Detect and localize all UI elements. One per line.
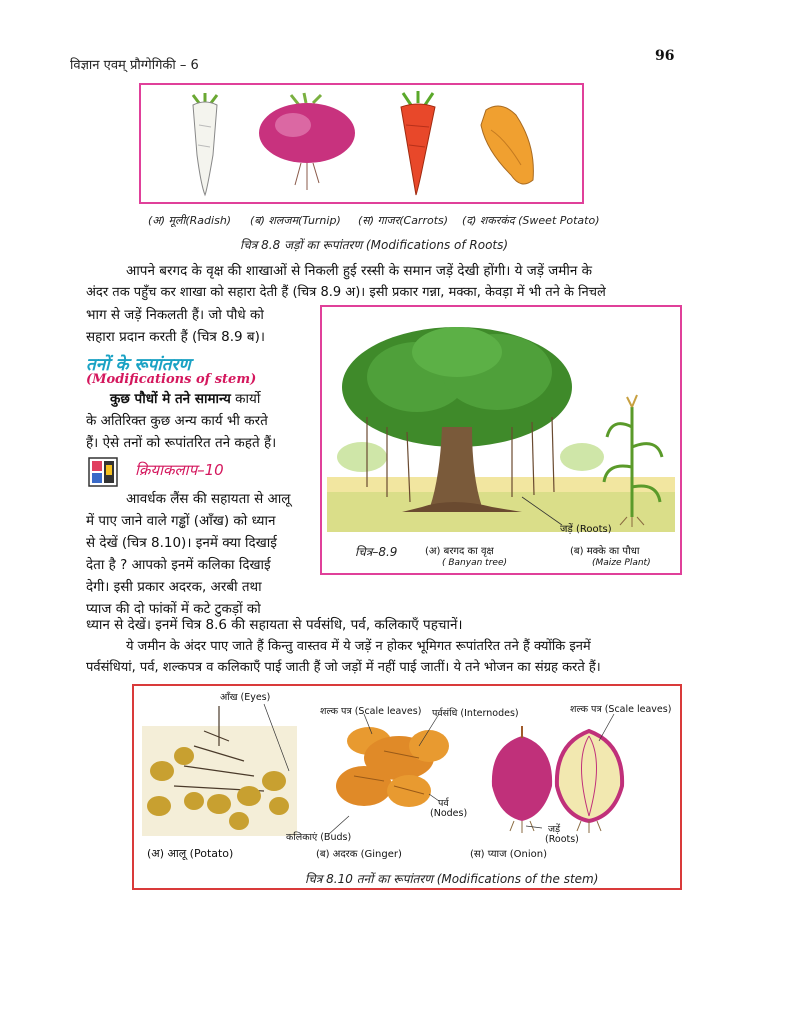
activity-title: क्रियाकलाप–10	[135, 461, 224, 479]
caption-carrot: (स) गाजर(Carrots)	[358, 214, 449, 227]
roots-illustration	[141, 85, 582, 202]
fig89-label: चित्र–8.9	[355, 545, 398, 559]
caption-radish: (अ) मूली(Radish)	[148, 214, 232, 227]
fig810-nodes-hindi: पर्व	[438, 798, 449, 809]
fig89-roots-label: जड़ें (Roots)	[560, 524, 612, 535]
figure-8-9-frame	[320, 305, 682, 575]
section-heading-english: (Modifications of stem)	[86, 372, 257, 387]
activity-line7: ध्यान से देखें। इनमें चित्र 8.6 की सहायता से पर्वसंधि, पर्व, कलिकाएँ पहचानें।	[86, 617, 463, 633]
activity-line5: देगी। इसी प्रकार अदरक, अरबी तथा	[86, 579, 262, 595]
radish-image	[193, 93, 217, 195]
fig810-roots-hindi: जड़ें	[548, 824, 561, 835]
fig810-ginger-caption: (ब) अदरक (Ginger)	[316, 849, 402, 860]
figure-8-10-title: चित्र 8.10 तनों का रूपांतरण (Modifications of the stem)	[305, 872, 599, 886]
para1-line1: आपने बरगद के वृक्ष की शाखाओं से निकली हुई रस्सी के समान जड़ें देखी होंगी। ये जड़ें जमीन के	[126, 263, 592, 279]
section-line1-rest: कार्यो	[230, 391, 261, 407]
para1-line2: अंदर तक पहुँच कर शाखा को सहारा देती हैं (चित्र 8.9 अ)। इसी प्रकार गन्ना, मक्का, केवड़ा में भी तने के निचले	[86, 285, 606, 300]
para2-line1: ये जमीन के अंदर पाए जाते हैं किन्तु वास्तव में ये जड़ें न होकर भूमिगत रूपांतरित तने हैं क्योंकि इनमें	[126, 639, 591, 654]
activity-line3: से देखें (चित्र 8.10)। इनमें क्या दिखाई	[86, 535, 277, 551]
section-heading-hindi: तनों के रूपांतरण	[86, 355, 191, 375]
ginger-image	[336, 727, 449, 807]
onion-whole-image	[492, 726, 552, 833]
fig810-scale-leaves-onion: शल्क पत्र (Scale leaves)	[570, 704, 672, 715]
figure-8-8-title: चित्र 8.8 जड़ों का रूपांतरण (Modifications of Roots)	[240, 238, 509, 252]
section-line2: के अतिरिक्त कुछ अन्य कार्य भी करते	[86, 413, 268, 429]
banyan-caption-english: ( Banyan tree)	[442, 558, 507, 568]
fig810-internodes-label: पर्वसंधि (Internodes)	[432, 708, 519, 719]
turnip-image	[259, 93, 355, 190]
section-line3: हैं। ऐसे तनों को रूपांतरित तने कहते हैं।	[86, 435, 277, 451]
fig810-eyes-label: आँख (Eyes)	[220, 692, 271, 703]
section-line1-bold: कुछ पौधों मे तने सामान्य	[110, 391, 231, 407]
caption-turnip: (ब) शलजम(Turnip)	[250, 214, 341, 227]
sweet-potato-image	[481, 106, 533, 184]
para1-line4: सहारा प्रदान करती हैं (चित्र 8.9 ब)।	[86, 329, 265, 345]
activity-icon	[88, 457, 118, 487]
onion-cut-image	[557, 731, 622, 833]
banyan-maize-illustration	[322, 307, 680, 573]
caption-sweet-potato: (द) शकरकंद (Sweet Potato)	[462, 214, 600, 227]
para1-line3: भाग से जड़ें निकलती हैं। जो पौधे को	[86, 307, 264, 323]
fig810-potato-caption: (अ) आलू (Potato)	[147, 847, 234, 860]
carrot-image	[401, 91, 435, 195]
activity-line4: देता है ? आपको इनमें कलिका दिखाई	[86, 557, 271, 573]
fig810-scale-leaves-ginger: शल्क पत्र (Scale leaves)	[320, 706, 422, 717]
fig810-onion-caption: (स) प्याज (Onion)	[470, 849, 547, 860]
activity-line6: प्याज की दो फांकों में कटे टुकड़ों को	[86, 601, 261, 617]
book-title: विज्ञान एवम् प्रौग्गेगिकी – 6	[70, 58, 199, 73]
maize-caption-english: (Maize Plant)	[592, 558, 651, 568]
banyan-caption-hindi: (अ) बरगद का वृक्ष	[425, 546, 494, 557]
potato-image	[142, 706, 297, 836]
maize-caption-hindi: (ब) मक्के का पौधा	[570, 546, 640, 557]
para2-line2: पर्वसंधियां, पर्व, शल्कपत्र व कलिकाएँ पाई जाती हैं जो जड़ों में नहीं पाई जातीं। ये तने भोजन का संग्रह करते हैं।	[86, 660, 601, 675]
fig810-nodes-english: (Nodes)	[430, 808, 468, 819]
activity-line1: आवर्धक लैंस की सहायता से आलू	[126, 491, 291, 507]
fig810-buds-label: कलिकाएं (Buds)	[286, 832, 352, 843]
activity-line2: में पाए जाने वाले गड्ढों (आँख) को ध्यान	[86, 513, 276, 529]
figure-8-8-frame	[139, 83, 584, 204]
fig810-roots-english: (Roots)	[545, 834, 579, 845]
page-number: 96	[655, 48, 675, 64]
section-line1	[110, 388, 260, 410]
